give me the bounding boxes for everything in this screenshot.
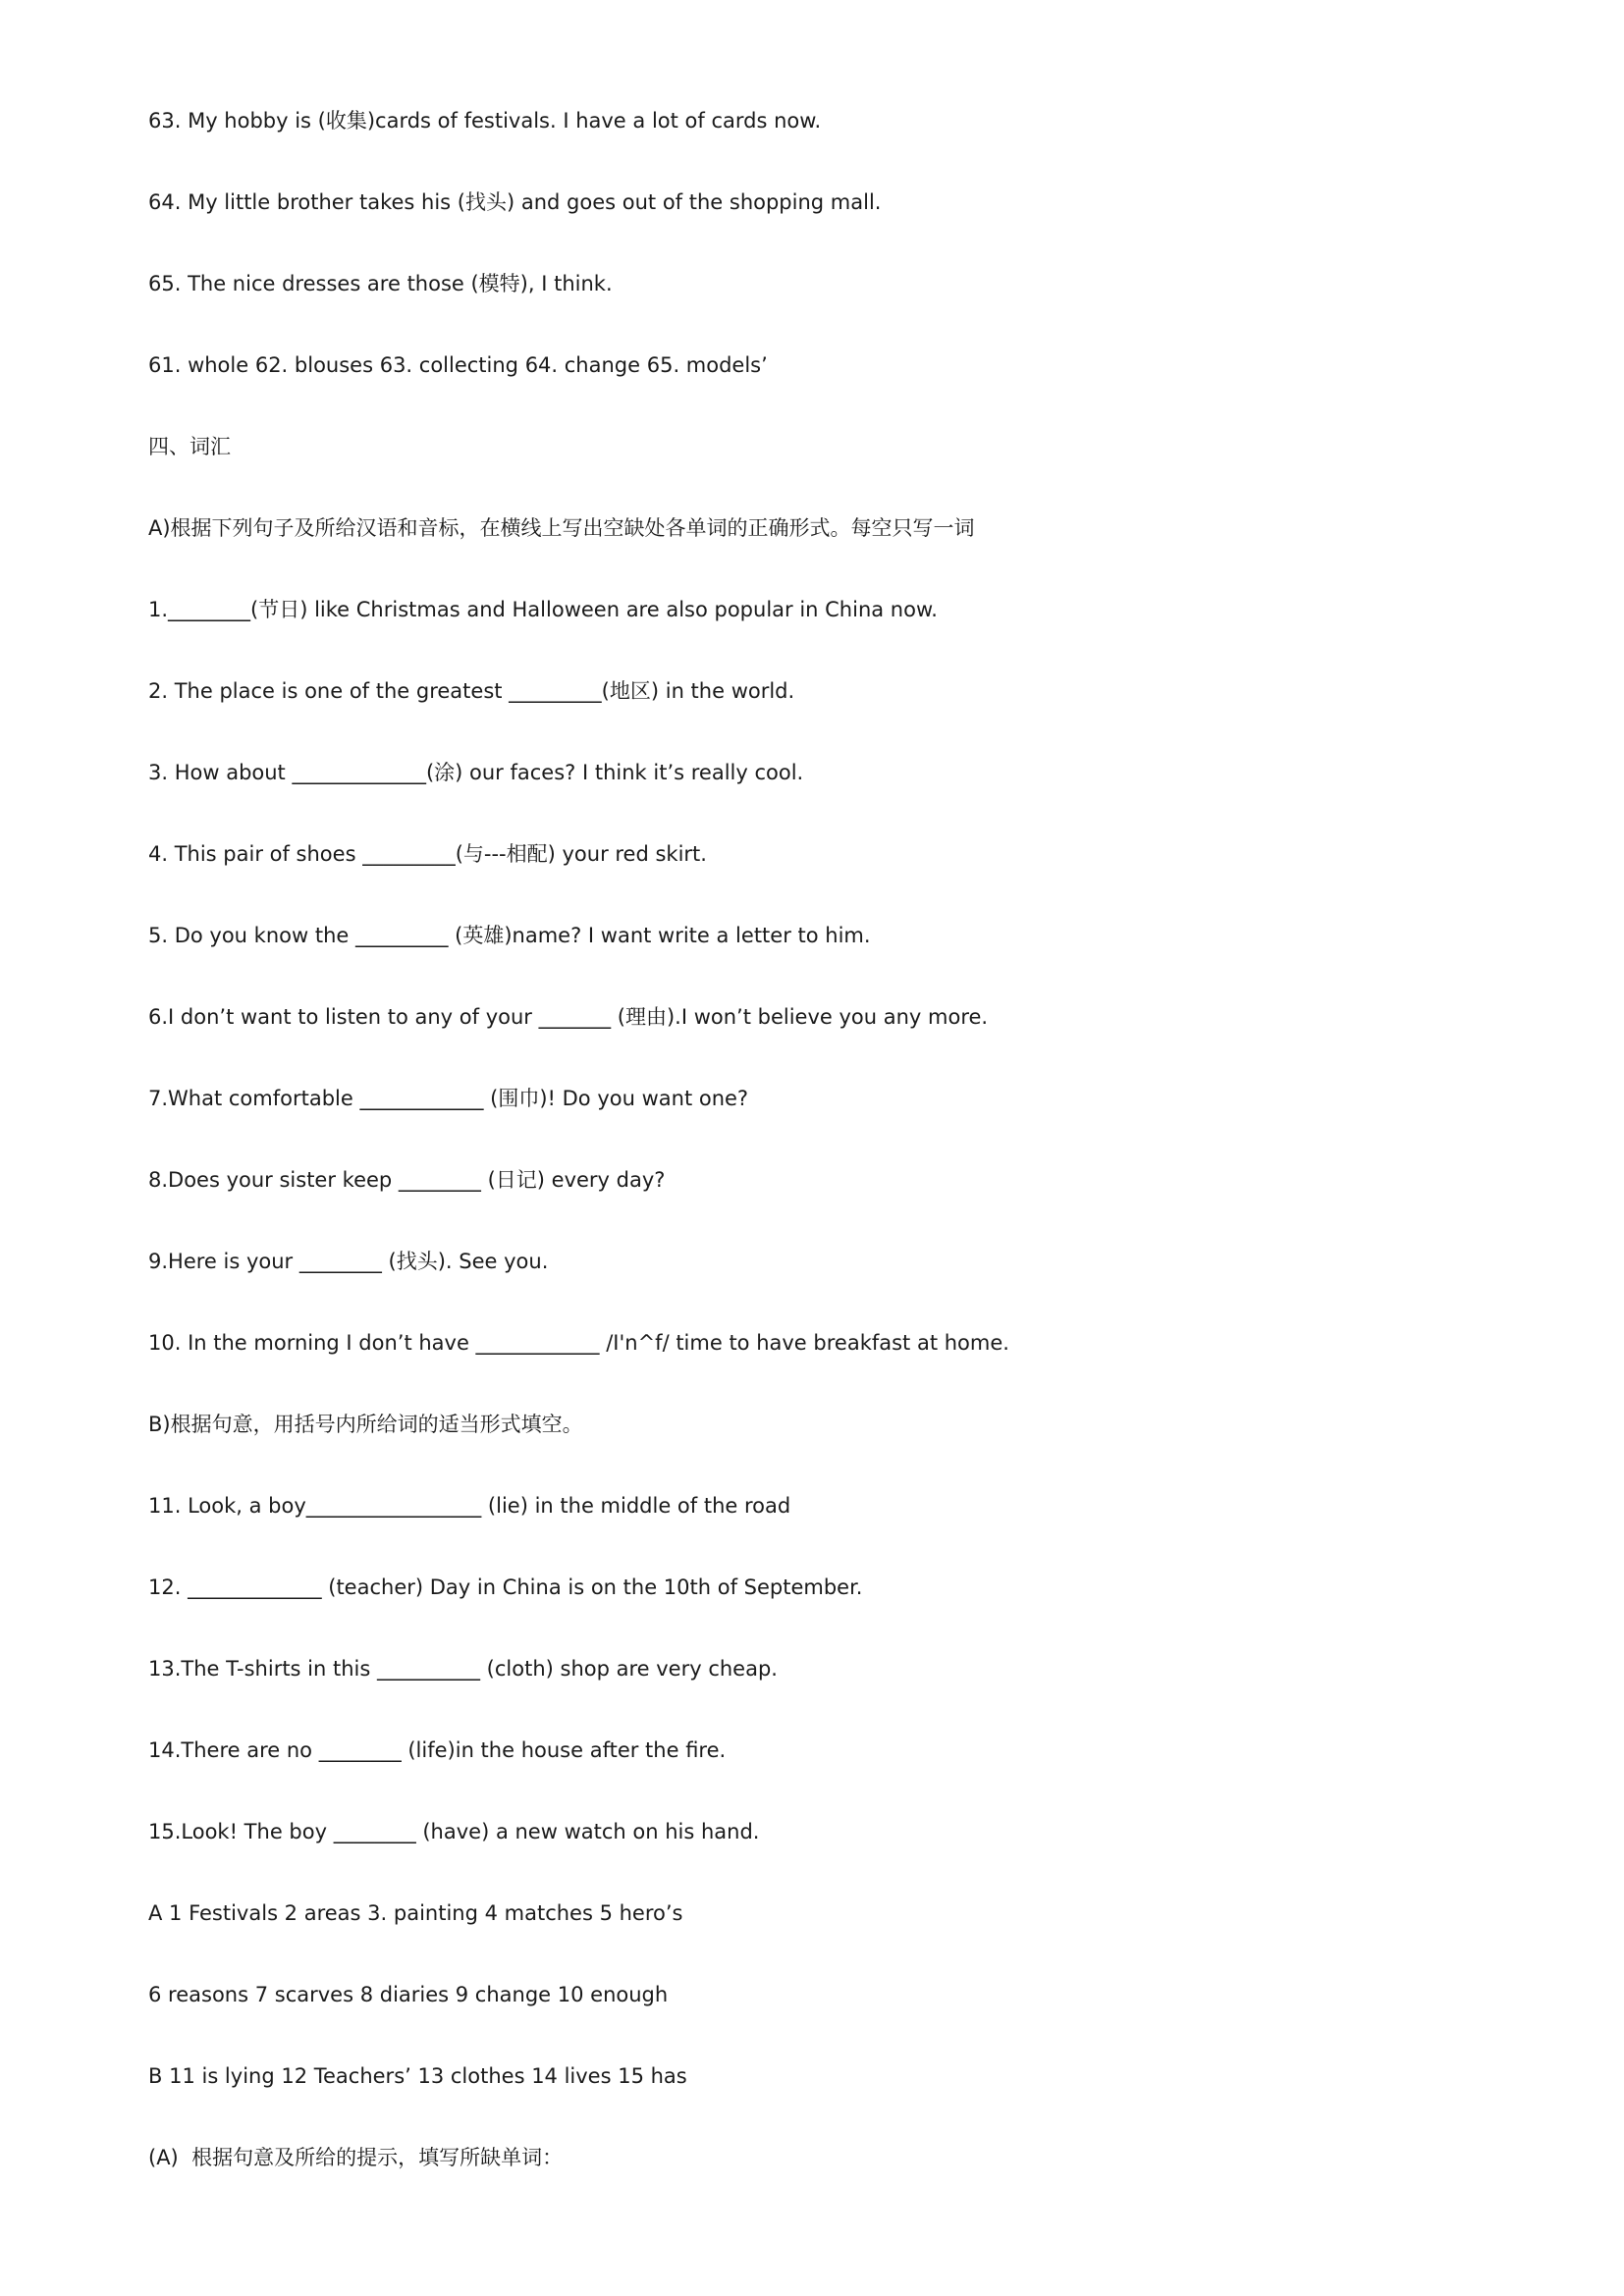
question-line: 2. The place is one of the greatest _________(地区) in the world. xyxy=(148,679,795,703)
question-line: 11. Look, a boy_________________ (lie) in the middle of the road xyxy=(148,1494,791,1518)
answer-line: B 11 is lying 12 Teachers’ 13 clothes 14 lives 15 has xyxy=(148,2064,687,2088)
instruction-line: A)根据下列句子及所给汉语和音标，在横线上写出空缺处各单词的正确形式。每空只写一词 xyxy=(148,516,975,540)
instruction-line: B)根据句意，用括号内所给词的适当形式填空。 xyxy=(148,1413,583,1436)
question-line: 14.There are no ________ (life)in the house after the fire. xyxy=(148,1738,727,1762)
text-line: 63. My hobby is (收集)cards of festivals. I have a lot of cards now. xyxy=(148,109,822,133)
question-line: 7.What comfortable ____________ (围巾)! Do you want one? xyxy=(148,1087,749,1110)
section-heading: 四、词汇 xyxy=(148,435,231,458)
answer-line: 61. whole 62. blouses 63. collecting 64. change 65. models’ xyxy=(148,353,768,377)
question-line: 3. How about _____________(涂) our faces? I think it’s really cool. xyxy=(148,761,804,784)
text-line: 65. The nice dresses are those (模特), I think. xyxy=(148,272,613,295)
question-line: 12. _____________ (teacher) Day in China is on the 10th of September. xyxy=(148,1575,863,1599)
question-line: 9.Here is your ________ (找头). See you. xyxy=(148,1250,549,1273)
question-line: 4. This pair of shoes _________(与---相配) your red skirt. xyxy=(148,842,707,866)
question-line: 5. Do you know the _________ (英雄)name? I want write a letter to him. xyxy=(148,924,871,947)
question-line: 6.I don’t want to listen to any of your _______ (理由).I won’t believe you any more. xyxy=(148,1005,989,1029)
instruction-line: (A) 根据句意及所给的提示，填写所缺单词： xyxy=(148,2146,564,2169)
question-line: 15.Look! The boy ________ (have) a new watch on his hand. xyxy=(148,1820,760,1843)
text-line: 64. My little brother takes his (找头) and goes out of the shopping mall. xyxy=(148,190,882,214)
question-line: 8.Does your sister keep ________ (日记) every day? xyxy=(148,1168,666,1192)
question-line: 13.The T-shirts in this __________ (cloth) shop are very cheap. xyxy=(148,1657,778,1681)
question-line: 10. In the morning I don’t have ____________ /I'n^f/ time to have breakfast at home. xyxy=(148,1331,1009,1355)
document-content xyxy=(148,101,1484,2219)
answer-line: A 1 Festivals 2 areas 3. painting 4 matches 5 hero’s xyxy=(148,1901,683,1925)
answer-line: 6 reasons 7 scarves 8 diaries 9 change 10 enough xyxy=(148,1983,669,2006)
question-line: 1.________(节日) like Christmas and Halloween are also popular in China now. xyxy=(148,598,938,621)
